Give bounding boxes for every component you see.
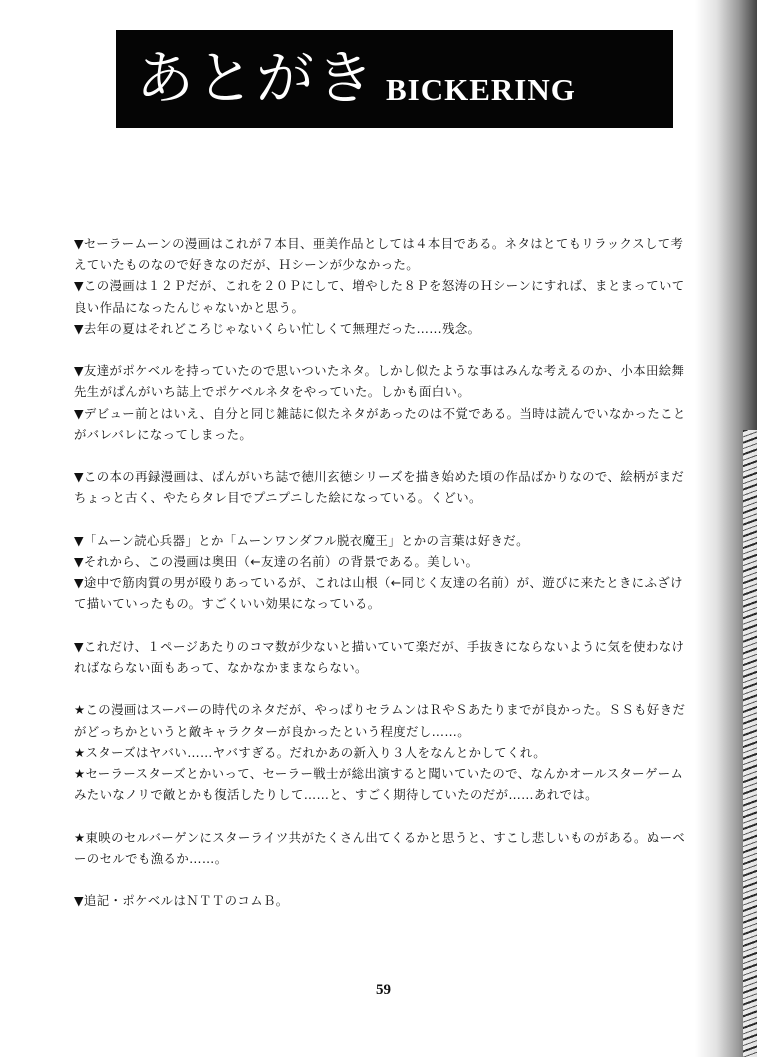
- text-line: ▼この本の再録漫画は、ぱんがいち誌で徳川玄徳シリーズを描き始めた頃の作品ばかりなので、絵柄がまだ: [74, 469, 685, 485]
- page-number: 59: [376, 982, 391, 998]
- text-line: ★東映のセルバーゲンにスターライツ共がたくさん出てくるかと思うと、すこし悲しいものがある。ぬーベ: [74, 829, 686, 845]
- text-line: ▼それから、この漫画は奥田（←友達の名前）の背景である。美しい。: [74, 554, 479, 569]
- text-line: ▼途中で筋肉質の男が殴りあっているが、これは山根（←同じく友達の名前）が、遊びに来たときにふざけ: [74, 575, 683, 591]
- text-line: ▼デビュー前とはいえ、自分と同じ雑誌に似たネタがあったのは不覚である。当時は読んでいなかったこと: [74, 405, 686, 421]
- text-line: みたいなノリで敵とかも復活したりして……と、すごく期待していたのだが……あれでは。: [74, 787, 598, 803]
- paragraph: [74, 699, 699, 805]
- text-line: ちょっと古く、やたらタレ目でプニプニした絵になっている。くどい。: [74, 490, 482, 506]
- title-english: BICKERING: [386, 72, 576, 107]
- paragraph: [74, 360, 699, 445]
- paragraph: [74, 636, 699, 678]
- text-line: ▼この漫画は１２Ｐだが、これを２０Ｐにして、増やした８Ｐを怒涛のＨシーンにすれば、まとまっていて: [74, 278, 685, 294]
- text-line: 良い作品になったんじゃないかと思う。: [74, 299, 305, 315]
- text-line: 先生がぱんがいち誌上でポケベルネタをやっていた。しかも面白い。: [74, 384, 471, 400]
- title-japanese: あとがき: [136, 44, 377, 112]
- title-banner: [116, 30, 673, 128]
- text-line: えていたものなので好きなのだが、Ｈシーンが少なかった。: [74, 257, 420, 273]
- text-line: ▼セーラームーンの漫画はこれが７本目、亜美作品としては４本目である。ネタはとてもリラックスして考: [74, 236, 684, 251]
- text-line: ★セーラースターズとかいって、セーラー戦士が総出演すると聞いていたので、なんかオールスターゲーム: [74, 766, 684, 781]
- text-line: ーのセルでも漁るか……。: [74, 850, 228, 866]
- text-line: がどっちかというと敵キャラクターが良かったという程度だし……。: [74, 723, 471, 739]
- paragraph: [74, 827, 699, 869]
- adjacent-page-artwork: [743, 430, 757, 1057]
- text-line: がバレバレになってしまった。: [74, 426, 253, 442]
- text-line: ▼これだけ、１ページあたりのコマ数が少ないと描いていて楽だが、手抜きにならないように気を使わなけ: [74, 638, 685, 654]
- paragraph: [74, 530, 699, 615]
- paragraph: [74, 466, 699, 508]
- text-line: ればならない面もあって、なかなかままならない。: [74, 660, 368, 675]
- text-line: ▼追記・ポケベルはＮＴＴのコムＢ。: [74, 893, 289, 909]
- text-line: ★この漫画はスーパーの時代のネタだが、やっぱりセラムンはＲやＳあたりまでが良かった。ＳＳも好きだ: [74, 702, 686, 718]
- text-line: ▼去年の夏はそれどころじゃないくらい忙しくて無理だった……残念。: [74, 320, 481, 336]
- paragraph: [74, 233, 699, 339]
- text-line: ★スターズはヤバい……ヤバすぎる。だれかあの新入り３人をなんとかしてくれ。: [74, 744, 547, 760]
- afterword-body: [74, 233, 699, 933]
- text-line: て描いていったもの。すごくいい効果になっている。: [74, 596, 381, 612]
- text-line: ▼友達がポケベルを持っていたので思いついたネタ。しかし似たような事はみんな考えるのか、小本田絵舞: [74, 363, 685, 379]
- text-line: ▼「ムーン読心兵器」とか「ムーンワンダフル脱衣魔王」とかの言葉は好きだ。: [74, 532, 529, 548]
- paragraph: [74, 890, 699, 911]
